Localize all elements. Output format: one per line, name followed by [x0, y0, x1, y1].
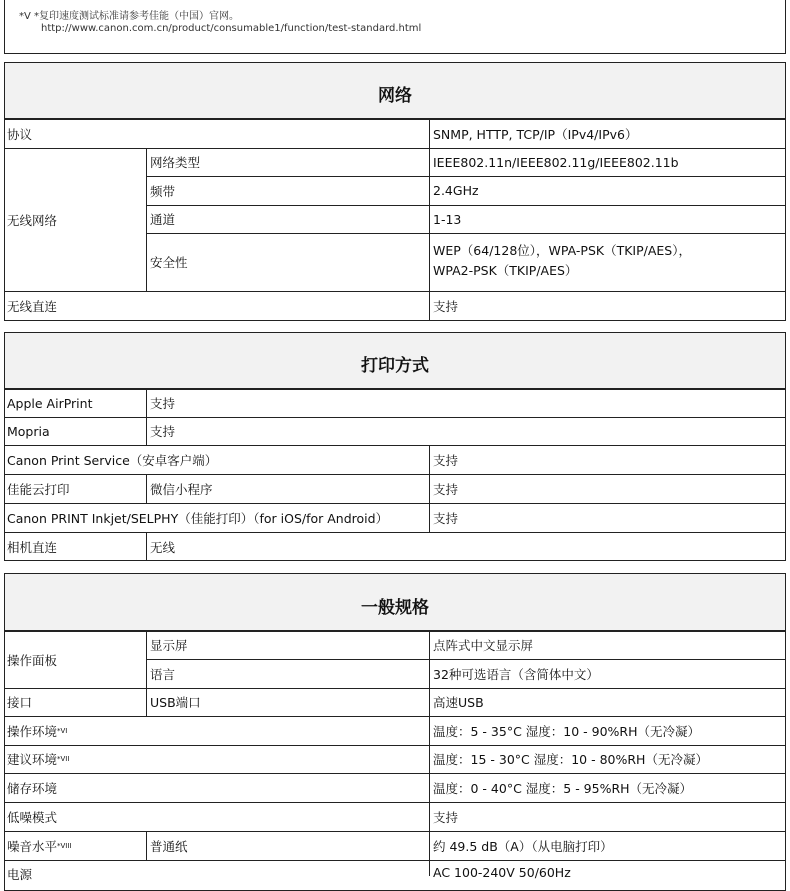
- recommended-env-value: 温度：15 - 30°C 湿度：10 - 80%RH（无冷凝）: [433, 752, 708, 767]
- mopria-value: 支持: [150, 424, 176, 439]
- panel-label: 操作面板: [7, 652, 58, 668]
- operating-env-value: 温度：5 - 35°C 湿度：10 - 90%RH（无冷凝）: [433, 723, 700, 739]
- print-methods-title: 打印方式: [361, 356, 429, 376]
- general-title: 一般规格: [361, 598, 429, 618]
- interface-label: 接口: [7, 695, 33, 710]
- camera-direct-label: 相机直连: [7, 539, 58, 555]
- noise-plain-paper: 普通纸: [150, 838, 188, 854]
- interface-sub: USB端口: [150, 695, 201, 710]
- operating-env-text: 操作环境: [7, 723, 58, 739]
- print-methods-header: [4, 332, 786, 389]
- footnote-text: *V *复印速度测试标准请参考佳能（中国）官网。: [19, 11, 240, 22]
- quiet-mode-label: 低噪模式: [7, 809, 58, 825]
- canon-print-service-value: 支持: [433, 452, 459, 468]
- security-value-line2: WPA2-PSK（TKIP/AES）: [433, 263, 578, 278]
- cloud-print-sub: 微信小程序: [150, 481, 213, 497]
- quiet-mode-value: 支持: [433, 809, 459, 825]
- network-header: [4, 62, 786, 119]
- recommended-env-text: 建议环境: [7, 752, 58, 767]
- canon-print-inkjet-label: Canon PRINT Inkjet/SELPHY（佳能打印）（for iOS/for Android）: [7, 510, 389, 526]
- airprint-label: Apple AirPrint: [7, 395, 93, 411]
- footnote-box: [4, 0, 786, 54]
- band-label: 频带: [150, 183, 176, 199]
- language-value: 32种可选语言（含简体中文）: [433, 666, 599, 682]
- channel-value: 1-13: [433, 211, 462, 227]
- wireless-direct-label: 无线直连: [7, 299, 58, 314]
- noise-level-label: 噪音水平 *VIII: [7, 838, 72, 854]
- network-type-value: IEEE802.11n/IEEE802.11g/IEEE802.11b: [433, 154, 679, 170]
- security-value: [433, 241, 691, 281]
- interface-value: 高速USB: [433, 695, 484, 710]
- canon-print-inkjet-value: 支持: [433, 510, 459, 526]
- protocol-value: SNMP, HTTP, TCP/IP（IPv4/IPv6）: [433, 126, 638, 142]
- network-title: 网络: [378, 86, 412, 106]
- noise-level-value: 约 49.5 dB（A）（从电脑打印）: [433, 838, 613, 854]
- protocol-label: 协议: [7, 126, 33, 142]
- security-value-line1: WEP（64/128位），WPA-PSK（TKIP/AES），: [433, 243, 691, 258]
- cloud-print-label: 佳能云打印: [7, 481, 70, 497]
- mopria-label: Mopria: [7, 423, 50, 439]
- noise-level-text: 噪音水平: [7, 838, 58, 854]
- airprint-value: 支持: [150, 396, 176, 411]
- power-label: 电源: [7, 867, 33, 882]
- channel-label: 通道: [150, 212, 176, 227]
- display-label: 显示屏: [150, 638, 188, 653]
- language-label: 语言: [150, 666, 176, 682]
- storage-env-label: 储存环境: [7, 780, 58, 796]
- display-value: 点阵式中文显示屏: [433, 638, 534, 653]
- storage-env-value: 温度：0 - 40°C 湿度：5 - 95%RH（无冷凝）: [433, 780, 693, 796]
- security-label: 安全性: [150, 255, 188, 270]
- cloud-print-value: 支持: [433, 481, 459, 497]
- network-type-label: 网络类型: [150, 155, 201, 170]
- recommended-env-label: 建议环境 *VII: [7, 752, 70, 767]
- operating-env-label: 操作环境 *VI: [7, 723, 68, 739]
- wireless-label: 无线网络: [7, 212, 58, 228]
- canon-print-service-label: Canon Print Service（安卓客户端）: [7, 452, 218, 468]
- footnote-url: http://www.canon.com.cn/product/consumable1/function/test-standard.html: [41, 23, 422, 34]
- wireless-direct-value: 支持: [433, 299, 459, 314]
- band-value: 2.4GHz: [433, 183, 479, 198]
- general-header: [4, 573, 786, 631]
- camera-direct-value: 无线: [150, 539, 176, 555]
- power-value: AC 100-240V 50/60Hz: [433, 865, 571, 880]
